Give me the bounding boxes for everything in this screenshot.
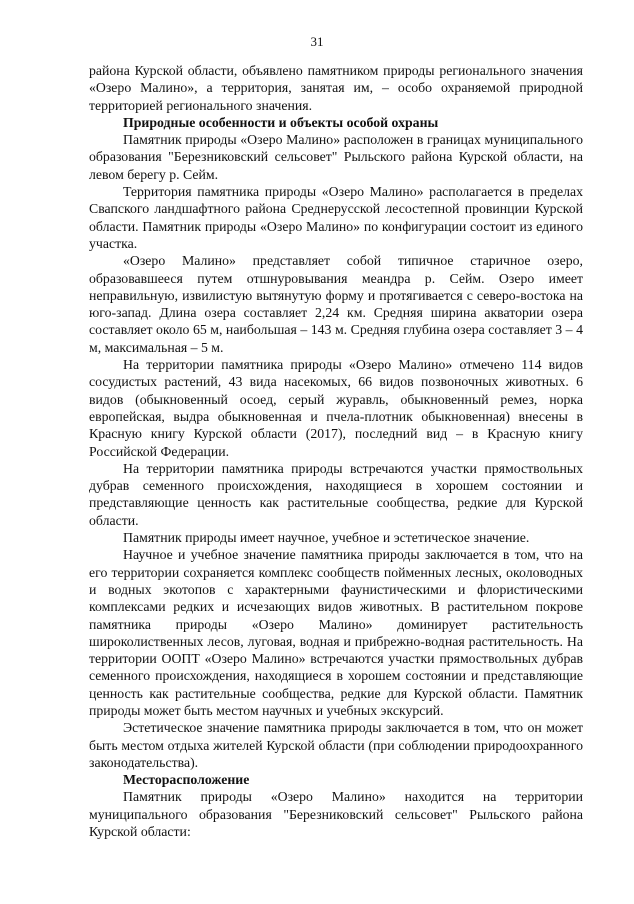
paragraph: Научное и учебное значение памятника природы заключается в том, что на его территории сохраняется комплекс сообществ пойменных лесных, околоводных и водных экотопов с характерными фаунистическими и флористическими комплексами редких и исчезающих видов животных. В растительном покрове памятника природы «Озеро Малино» доминирует растительность широколиственных лесов, луговая, водная и прибрежно-водная растительность. На территории ООПТ «Озеро Малино» встречаются участки прямоствольных дубрав семенного происхождения, находящиеся в хорошем состоянии и представляющие ценность как растительные сообщества, редкие для Курской области. Памятник природы может быть местом научных и учебных экскурсий. (89, 547, 583, 718)
paragraph: «Озеро Малино» представляет собой типичное старичное озеро, образовавшееся путем отшнуровывания меандра р. Сейм. Озеро имеет неправильную, извилистую вытянутую форму и протягивается с северо-востока на юго-запад. Длина озера составляет 2,24 км. Средняя ширина акватории озера составляет около 65 м, наибольшая – 143 м. Средняя глубина озера составляет 3 – 4 м, максимальная – 5 м. (89, 253, 583, 355)
page-number: 31 (310, 34, 324, 49)
paragraph: На территории памятника природы «Озеро Малино» отмечено 114 видов сосудистых растений, 43 вида насекомых, 66 видов позвоночных животных. 6 видов (обыкновенный осоед, серый журавль, обыкновенный ремез, норка европейская, выдра обыкновенная и пчела-плотник обыкновенная) внесены в Красную книгу Курской области (2017), последний вид – в Красную книгу Российской Федерации. (89, 357, 583, 459)
paragraph: Территория памятника природы «Озеро Малино» располагается в пределах Свапского ландшафтного района Среднерусской лесостепной провинции Курской области. Памятник природы «Озеро Малино» по конфигурации состоит из единого участка. (89, 184, 583, 251)
paragraph: Эстетическое значение памятника природы заключается в том, что он может быть местом отдыха жителей Курской области (при соблюдении природоохранного законодательства). (89, 720, 583, 770)
section-heading-location: Месторасположение (123, 772, 250, 788)
paragraph: Памятник природы имеет научное, учебное и эстетическое значение. (123, 530, 530, 546)
paragraph: На территории памятника природы встречаются участки прямоствольных дубрав семенного происхождения, находящиеся в хорошем состоянии и представляющие ценность как растительные сообщества, редкие для Курской области. (89, 460, 583, 528)
paragraph: Памятник природы «Озеро Малино» расположен в границах муниципального образования "Березниковский сельсовет" Рыльского района Курской области, на левом берегу р. Сейм. (89, 132, 583, 182)
section-heading-natural-features: Природные особенности и объекты особой охраны (123, 114, 439, 130)
document-body (89, 62, 583, 840)
paragraph: Памятник природы «Озеро Малино» находится на территории муниципального образования "Березниковский сельсовет" Рыльского района Курской области: (89, 789, 583, 840)
continuation-paragraph: района Курской области, объявлено памятником природы регионального значения «Озеро Малино», а территория, занятая им, – особо охраняемой природной территорией регионального значения. (89, 63, 583, 113)
